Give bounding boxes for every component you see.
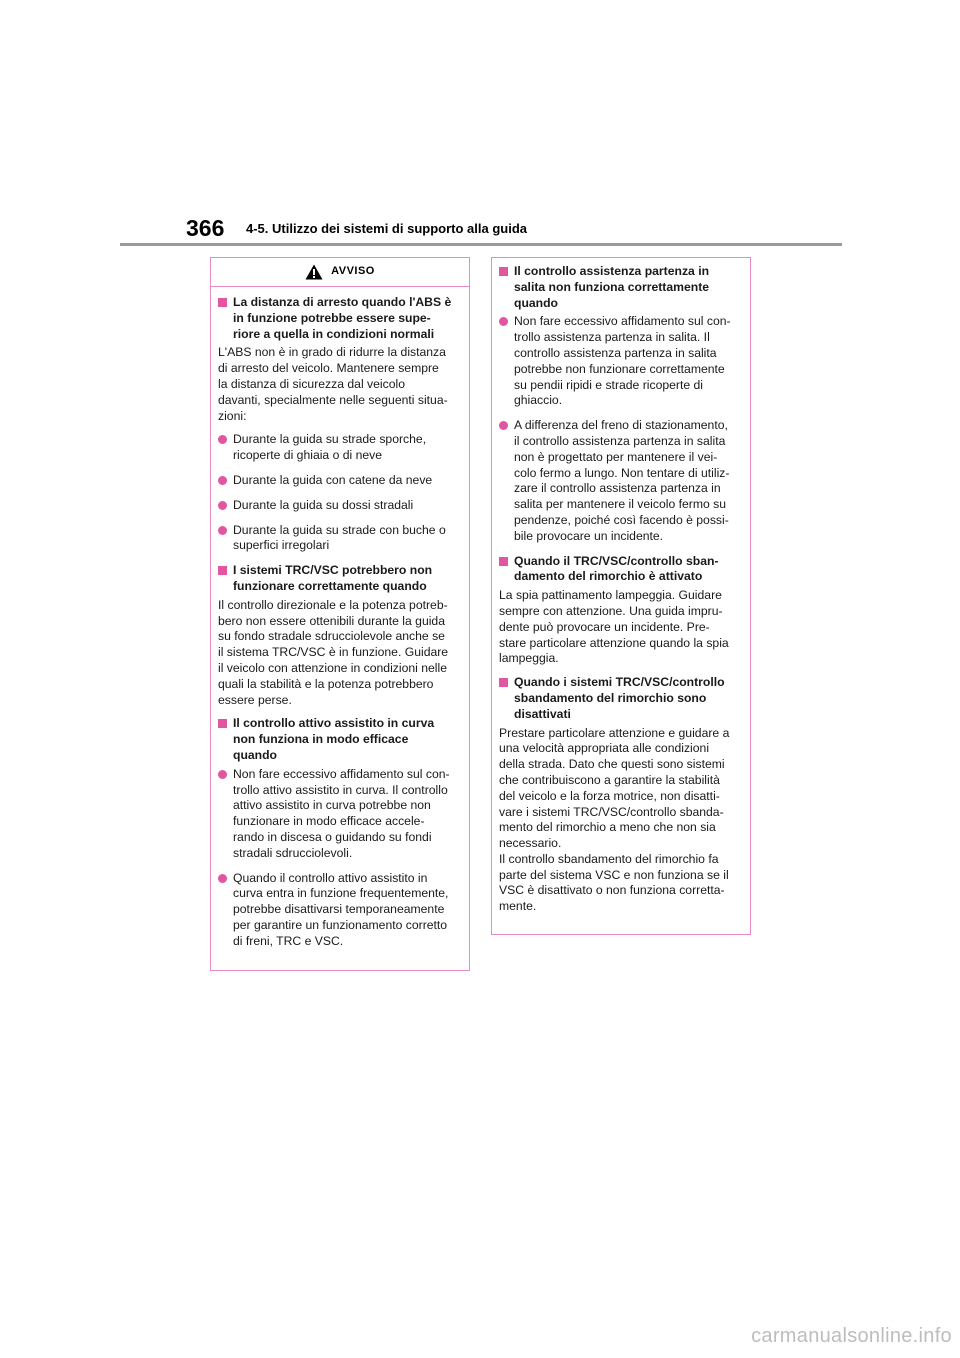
round-bullet-icon xyxy=(218,501,227,510)
heading-hill-start-assist: Il controllo assistenza partenza in salita non funziona correttamente quando xyxy=(499,264,743,311)
list-item: Durante la guida su strade con buche o superfici irregolari xyxy=(218,523,462,555)
round-bullet-icon xyxy=(499,317,508,326)
square-bullet-icon xyxy=(218,298,227,307)
square-bullet-icon xyxy=(218,566,227,575)
header-divider xyxy=(120,243,842,246)
list-item: A differenza del freno di stazionamento, il controllo assistenza partenza in salita non è progettato per mantenere il vei- colo fermo a lungo. Non tentare di utiliz- zare il controllo assistenza partenza in salita per mantenere il veicolo fermo su pendenze, poiché così facendo è possi- bile provocare un incidente. xyxy=(499,418,743,544)
warning-header xyxy=(211,258,469,287)
list-item: Durante la guida su dossi stradali xyxy=(218,498,462,514)
paragraph: La spia pattinamento lampeggia. Guidare sempre con attenzione. Una guida impru- dente può provocare un incidente. Pre- stare particolare attenzione quando la spia lampeggia. xyxy=(499,588,729,666)
heading-trc-vsc: I sistemi TRC/VSC potrebbero non funzionare correttamente quando xyxy=(218,563,462,595)
list-item: Non fare eccessivo affidamento sul con- trollo attivo assistito in curva. Il controllo attivo assistito in curva potrebbe non funzionare in modo efficace accele- rando in discesa o guidando su fondi stradali sdrucciolevoli. xyxy=(218,767,462,862)
round-bullet-icon xyxy=(218,770,227,779)
paragraph: Il controllo direzionale e la potenza potreb- bero non essere ottenibili durante la guida su fondo stradale sdrucciolevole anche se il sistema TRC/VSC è in funzione. Guidare il veicolo con attenzione in condizioni nelle quali la stabilità e la potenza potrebbero essere perse. xyxy=(218,597,449,707)
round-bullet-icon xyxy=(218,476,227,485)
heading-abs-stopping-distance: La distanza di arresto quando l'ABS è in funzione potrebbe essere supe- riore a quella in condizioni normali xyxy=(218,295,462,342)
heading-trc-vsc-activated: Quando il TRC/VSC/controllo sban- damento del rimorchio è attivato xyxy=(499,554,743,586)
paragraph: L'ABS non è in grado di ridurre la distanza di arresto del veicolo. Mantenere sempre la distanza di sicurezza dal veicolo davanti, specialmente nelle seguenti situa- zioni: xyxy=(218,345,448,423)
warning-label: AVVISO xyxy=(331,265,375,278)
square-bullet-icon xyxy=(499,678,508,687)
square-bullet-icon xyxy=(499,557,508,566)
square-bullet-icon xyxy=(218,719,227,728)
warning-box-right xyxy=(491,257,751,935)
round-bullet-icon xyxy=(218,874,227,883)
round-bullet-icon xyxy=(499,421,508,430)
heading-trc-vsc-deactivated: Quando i sistemi TRC/VSC/controllo sbandamento del rimorchio sono disattivati xyxy=(499,675,743,722)
paragraph: Prestare particolare attenzione e guidare a una velocità appropriata alle condizioni della strada. Dato che questi sono sistemi che contribuiscono a garantire la stabilità del veicolo e la forza motrice, non disatti- vare i sistemi TRC/VSC/controllo sbanda- mento del rimorchio a meno che non sia necessario. Il controllo sbandamento del rimorchio fa parte del sistema VSC e non funziona se il VSC è disattivato o non funziona corretta- mente. xyxy=(499,725,730,914)
list-item: Durante la guida su strade sporche, ricoperte di ghiaia o di neve xyxy=(218,432,462,464)
round-bullet-icon xyxy=(218,435,227,444)
heading-active-cornering-assist: Il controllo attivo assistito in curva non funziona in modo efficace quando xyxy=(218,716,462,763)
warning-box-left xyxy=(210,257,470,971)
watermark: carmanualsonline.info xyxy=(751,1325,952,1347)
list-item: Quando il controllo attivo assistito in curva entra in funzione frequentemente, potrebbe disattivarsi temporaneamente per garantire un funzionamento corretto di freni, TRC e VSC. xyxy=(218,871,462,950)
square-bullet-icon xyxy=(499,267,508,276)
round-bullet-icon xyxy=(218,526,227,535)
list-item: Durante la guida con catene da neve xyxy=(218,473,462,489)
warning-triangle-icon xyxy=(305,264,323,280)
list-item: Non fare eccessivo affidamento sul con- trollo assistenza partenza in salita. Il controllo assistenza partenza in salita potrebbe non funzionare correttamente su pendii ripidi e strade ricoperte di ghiaccio. xyxy=(499,314,743,409)
page-number: 366 xyxy=(186,215,225,241)
section-title: 4-5. Utilizzo dei sistemi di supporto alla guida xyxy=(246,221,527,236)
